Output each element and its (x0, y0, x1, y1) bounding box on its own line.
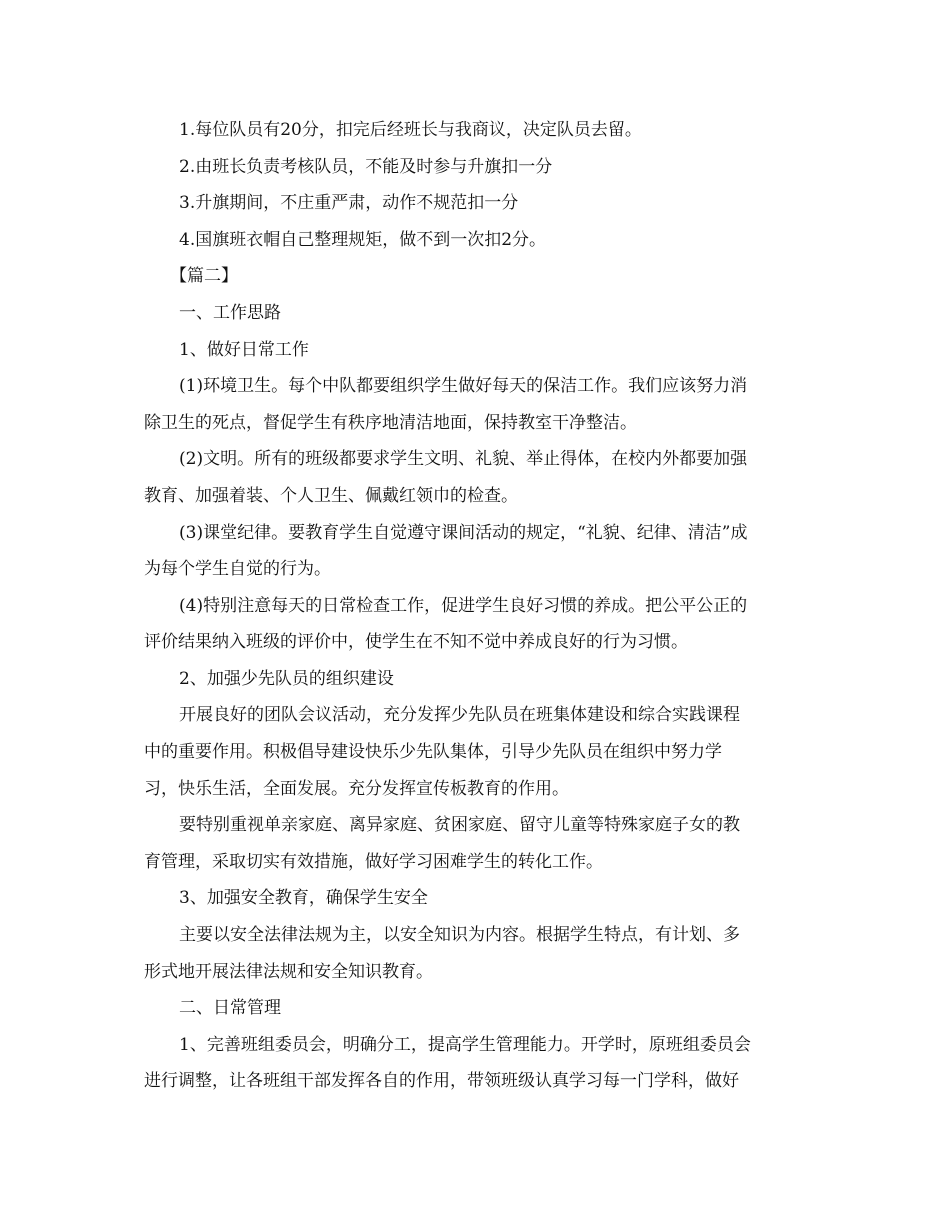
subheading-pioneer-organization: 2、加强少先队员的组织建设 (179, 669, 394, 689)
paragraph-line: 除卫生的死点，督促学生有秩序地清洁地面，保持教室干净整洁。 (144, 413, 637, 433)
paragraph-line: 中的重要作用。积极倡导建设快乐少先队集体，引导少先队员在组织中努力学 (144, 742, 722, 762)
rule-item-2: 2.由班长负责考核队员，不能及时参与升旗扣一分 (179, 157, 553, 177)
section-heading-part-two: 【篇二】 (170, 266, 238, 286)
paragraph-line: 1、完善班组委员会，明确分工，提高学生管理能力。开学时，原班组委员会 (179, 1035, 751, 1055)
paragraph-line: 开展良好的团队会议活动，充分发挥少先队员在班集体建设和综合实践课程 (179, 705, 740, 725)
paragraph-line: (4)特别注意每天的日常检查工作，促进学生良好习惯的养成。把公平公正的 (179, 596, 748, 616)
paragraph-line: (3)课堂纪律。要教育学生自觉遵守课间活动的规定，“礼貌、纪律、清洁”成 (179, 523, 748, 543)
rule-item-3: 3.升旗期间，不庄重严肃，动作不规范扣一分 (179, 193, 519, 213)
subheading-safety-education: 3、加强安全教育，确保学生安全 (179, 888, 428, 908)
rule-item-1: 1.每位队员有20分，扣完后经班长与我商议，决定队员去留。 (179, 120, 642, 140)
paragraph-line: 育管理，采取切实有效措施，做好学习困难学生的转化工作。 (144, 852, 603, 872)
paragraph-line: 进行调整，让各班组干部发挥各自的作用，带领班级认真学习每一门学科，做好 (144, 1071, 739, 1091)
paragraph-line: (2)文明。所有的班级都要求学生文明、礼貌、举止得体，在校内外都要加强 (179, 449, 748, 469)
paragraph-line: 为每个学生自觉的行为。 (144, 559, 331, 579)
heading-work-ideas: 一、工作思路 (179, 303, 281, 323)
paragraph-line: (1)环境卫生。每个中队都要组织学生做好每天的保洁工作。我们应该努力消 (179, 376, 748, 396)
paragraph-line: 教育、加强着装、个人卫生、佩戴红领巾的检查。 (144, 486, 518, 506)
paragraph-line: 主要以安全法律法规为主，以安全知识为内容。根据学生特点，有计划、多 (179, 925, 740, 945)
heading-daily-management: 二、日常管理 (179, 998, 281, 1018)
paragraph-line: 评价结果纳入班级的评价中，使学生在不知不觉中养成良好的行为习惯。 (144, 632, 688, 652)
subheading-daily-work: 1、做好日常工作 (179, 340, 309, 360)
paragraph-line: 习，快乐生活，全面发展。充分发挥宣传板教育的作用。 (144, 779, 569, 799)
rule-item-4: 4.国旗班衣帽自己整理规矩，做不到一次扣2分。 (179, 230, 547, 250)
paragraph-line: 形式地开展法律法规和安全知识教育。 (144, 962, 433, 982)
paragraph-line: 要特别重视单亲家庭、离异家庭、贫困家庭、留守儿童等特殊家庭子女的教 (179, 815, 740, 835)
